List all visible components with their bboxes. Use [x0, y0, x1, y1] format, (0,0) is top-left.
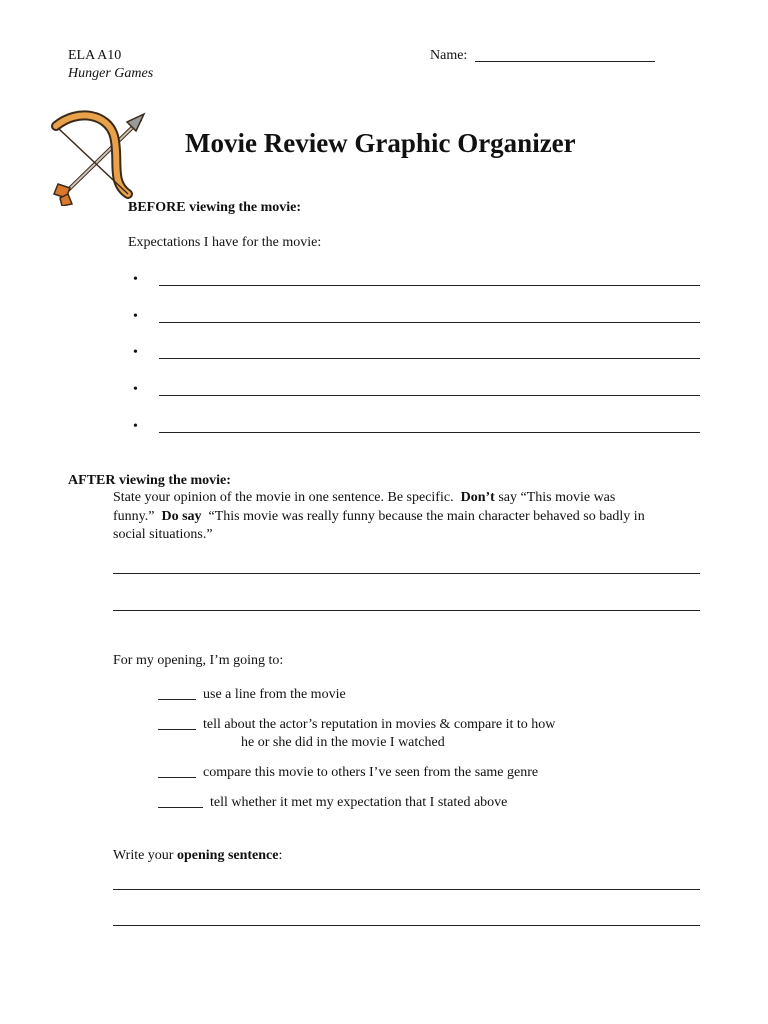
option-label: compare this movie to others I’ve seen from the same genre [203, 765, 539, 780]
answer-line[interactable] [159, 285, 700, 286]
opinion-instructions-line1 [113, 489, 615, 506]
page-title: Movie Review Graphic Organizer [185, 128, 576, 158]
prompt-emphasis: opening sentence [176, 848, 279, 863]
opinion-instructions-line3: social situations.” [113, 527, 213, 542]
opening-prompt: For my opening, I’m going to: [113, 653, 284, 668]
checkbox-blank[interactable] [158, 699, 196, 700]
checkbox-blank[interactable] [158, 807, 203, 808]
bow-and-arrow-icon [48, 108, 150, 206]
course-code: ELA A10 [68, 48, 122, 63]
opening-sentence-line[interactable] [113, 889, 700, 890]
opinion-answer-line[interactable] [113, 573, 700, 574]
checkbox-blank[interactable] [158, 729, 196, 730]
bullet-icon: • [133, 345, 138, 360]
answer-line[interactable] [159, 358, 700, 359]
prompt-colon: : [278, 848, 283, 863]
after-heading: AFTER viewing the movie: [68, 473, 231, 488]
name-field-line[interactable] [475, 61, 655, 62]
opening-option[interactable] [158, 764, 538, 781]
instr-text: “This movie was really funny because the main character behaved so badly in [208, 509, 645, 524]
opinion-answer-line[interactable] [113, 610, 700, 611]
checkbox-blank[interactable] [158, 777, 196, 778]
bullet-icon: • [133, 309, 138, 324]
instr-text: State your opinion of the movie in one sentence. Be specific. [113, 490, 454, 505]
option-label: tell whether it met my expectation that I stated above [210, 795, 508, 810]
answer-line[interactable] [159, 395, 700, 396]
instr-text: say “This movie was [498, 490, 616, 505]
option-label: use a line from the movie [203, 687, 346, 702]
option-label: tell about the actor’s reputation in movies & compare it to how [203, 717, 556, 732]
answer-line[interactable] [159, 432, 700, 433]
option-label-continuation: he or she did in the movie I watched [241, 735, 445, 750]
instr-text: funny.” [113, 509, 155, 524]
answer-line[interactable] [159, 322, 700, 323]
expectations-prompt: Expectations I have for the movie: [128, 235, 322, 250]
prompt-text: Write your [113, 848, 174, 863]
bullet-icon: • [133, 382, 138, 397]
unit-title: Hunger Games [68, 66, 154, 81]
dont-label: Don’t [460, 490, 495, 505]
bullet-icon: • [133, 419, 138, 434]
before-heading: BEFORE viewing the movie: [128, 200, 302, 215]
opening-option[interactable] [158, 686, 346, 703]
opinion-instructions-line2 [113, 508, 645, 525]
do-say-label: Do say [161, 509, 202, 524]
bullet-icon: • [133, 272, 138, 287]
name-label: Name: [430, 48, 468, 63]
opening-option[interactable] [158, 794, 507, 811]
write-opening-prompt [113, 847, 282, 864]
opening-option[interactable] [158, 716, 555, 733]
opening-sentence-line[interactable] [113, 925, 700, 926]
